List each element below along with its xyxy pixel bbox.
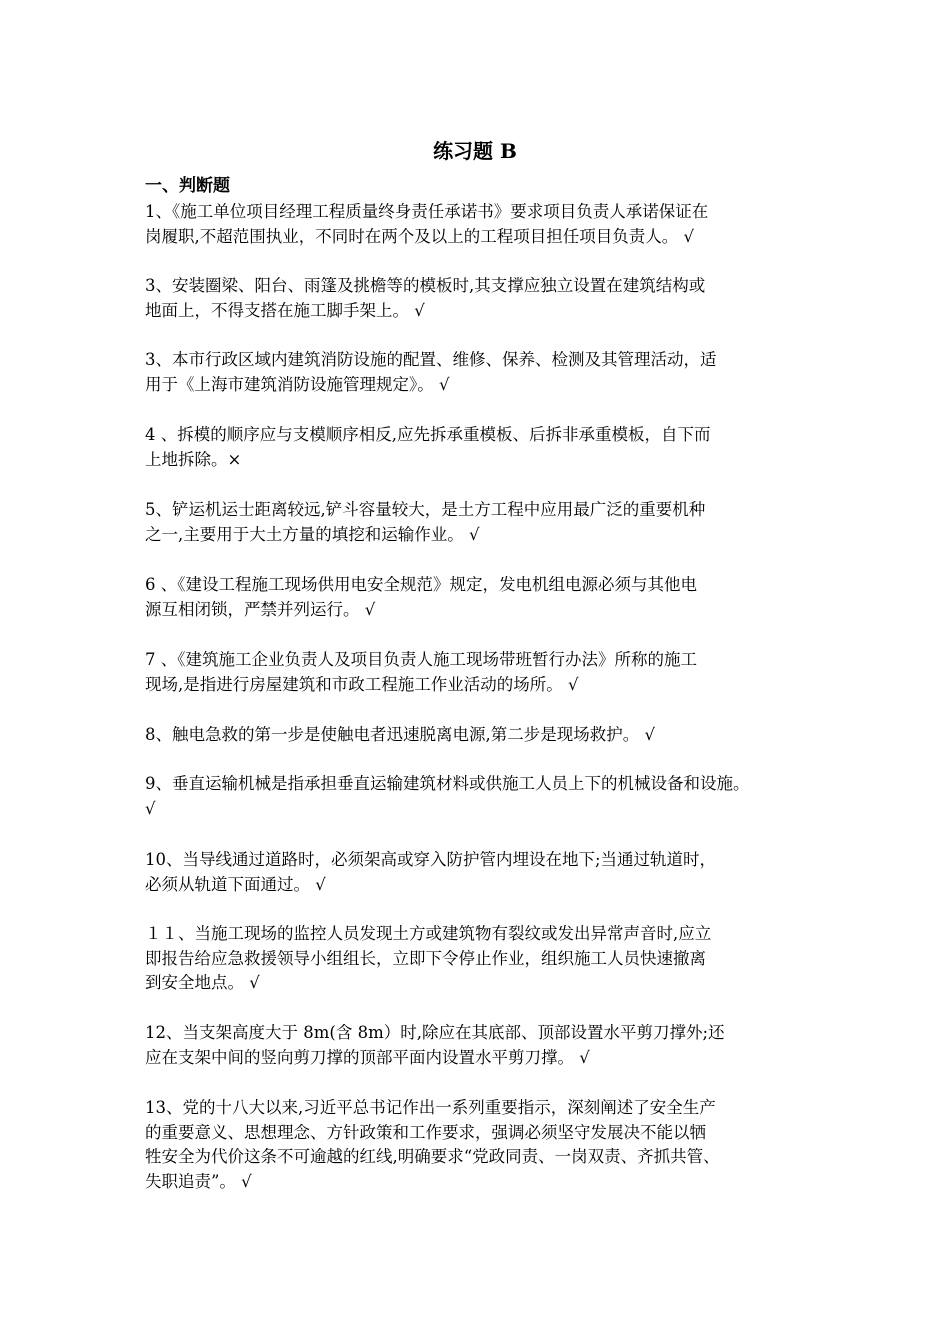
question-item	[145, 573, 815, 622]
question-item	[145, 348, 815, 397]
question-text-line: 5、铲运机运士距离较远,铲斗容量较大，是土方工程中应用最广泛的重要机种	[145, 500, 706, 519]
question-item	[145, 1021, 815, 1070]
question-text-line: 9、垂直运输机械是指承担垂直运输建筑材料或供施工人员上下的机械设备和设施。	[145, 774, 750, 793]
question-item	[145, 423, 815, 472]
question-text-line: 地面上，不得支搭在施工脚手架上。 √	[145, 300, 425, 320]
question-text-line: 3、本市行政区域内建筑消防设施的配置、维修、保养、检测及其管理活动，适	[145, 350, 717, 369]
question-item	[145, 772, 815, 821]
question-text-line: 上地拆除。×	[145, 449, 242, 469]
document-title: 练习题 B	[433, 139, 517, 163]
question-text-line: 10、当导线通过道路时，必须架高或穿入防护管内埋设在地下;当通过轨道时，	[145, 850, 717, 869]
question-text-line: 失职追责”。 √	[145, 1171, 252, 1191]
question-item	[145, 723, 815, 748]
question-item	[145, 922, 815, 996]
question-text-line: 应在支架中间的竖向剪刀撑的顶部平面内设置水平剪刀撑。 √	[145, 1047, 590, 1067]
question-item	[145, 848, 815, 897]
question-text-line: 的重要意义、思想理念、方针政策和工作要求，强调必须坚守发展决不能以牺	[145, 1122, 706, 1142]
question-text-line: 7 、《建筑施工企业负责人及项目负责人施工现场带班暂行办法》所称的施工	[145, 650, 697, 669]
question-text-line: １１、当施工现场的监控人员发现土方或建筑物有裂纹或发出异常声音时,应立	[145, 924, 712, 943]
question-text-line: 源互相闭锁，严禁并列运行。 √	[145, 599, 376, 619]
question-item	[145, 498, 815, 547]
question-text-line: 到安全地点。 √	[145, 973, 260, 992]
question-item	[145, 200, 815, 249]
question-text-line: 13、党的十八大以来,习近平总书记作出一系列重要指示，深刻阐述了安全生产	[145, 1098, 716, 1117]
section-heading: 一、判断题	[145, 176, 230, 196]
question-text-line: 8、触电急救的第一步是使触电者迅速脱离电源,第二步是现场救护。 √	[145, 725, 656, 744]
question-text-line: 现场,是指进行房屋建筑和市政工程施工作业活动的场所。 √	[145, 674, 579, 694]
question-item	[145, 274, 815, 323]
question-text-line: 6 、《建设工程施工现场供用电安全规范》规定，发电机组电源必须与其他电	[145, 575, 697, 594]
question-item	[145, 1096, 815, 1194]
question-text-line: √	[145, 798, 156, 818]
question-text-line: 12、当支架高度大于 8m(含 8m）时,除应在其底部、顶部设置水平剪刀撑外;还	[145, 1023, 725, 1042]
question-text-line: 必须从轨道下面通过。 √	[145, 874, 326, 894]
question-text-line: 之一,主要用于大土方量的填挖和运输作业。 √	[145, 524, 480, 544]
question-text-line: 1、《施工单位项目经理工程质量终身责任承诺书》要求项目负责人承诺保证在	[145, 202, 709, 221]
question-text-line: 即报告给应急救援领导小组组长，立即下令停止作业，组织施工人员快速撤离	[145, 948, 706, 968]
question-text-line: 3、安装圈梁、阳台、雨篷及挑檐等的模板时,其支撑应独立设置在建筑结构或	[145, 276, 706, 295]
question-item	[145, 648, 815, 697]
question-text-line: 牲安全为代价这条不可逾越的红线,明确要求“党政同责、一岗双责、齐抓共管、	[145, 1147, 720, 1166]
question-text-line: 4 、拆模的顺序应与支模顺序相反,应先拆承重模板、后拆非承重模板，自下而	[145, 425, 711, 444]
question-text-line: 用于《上海市建筑消防设施管理规定》。 √	[145, 374, 450, 394]
question-text-line: 岗履职,不超范围执业，不同时在两个及以上的工程项目担任项目负责人。 √	[145, 226, 695, 246]
